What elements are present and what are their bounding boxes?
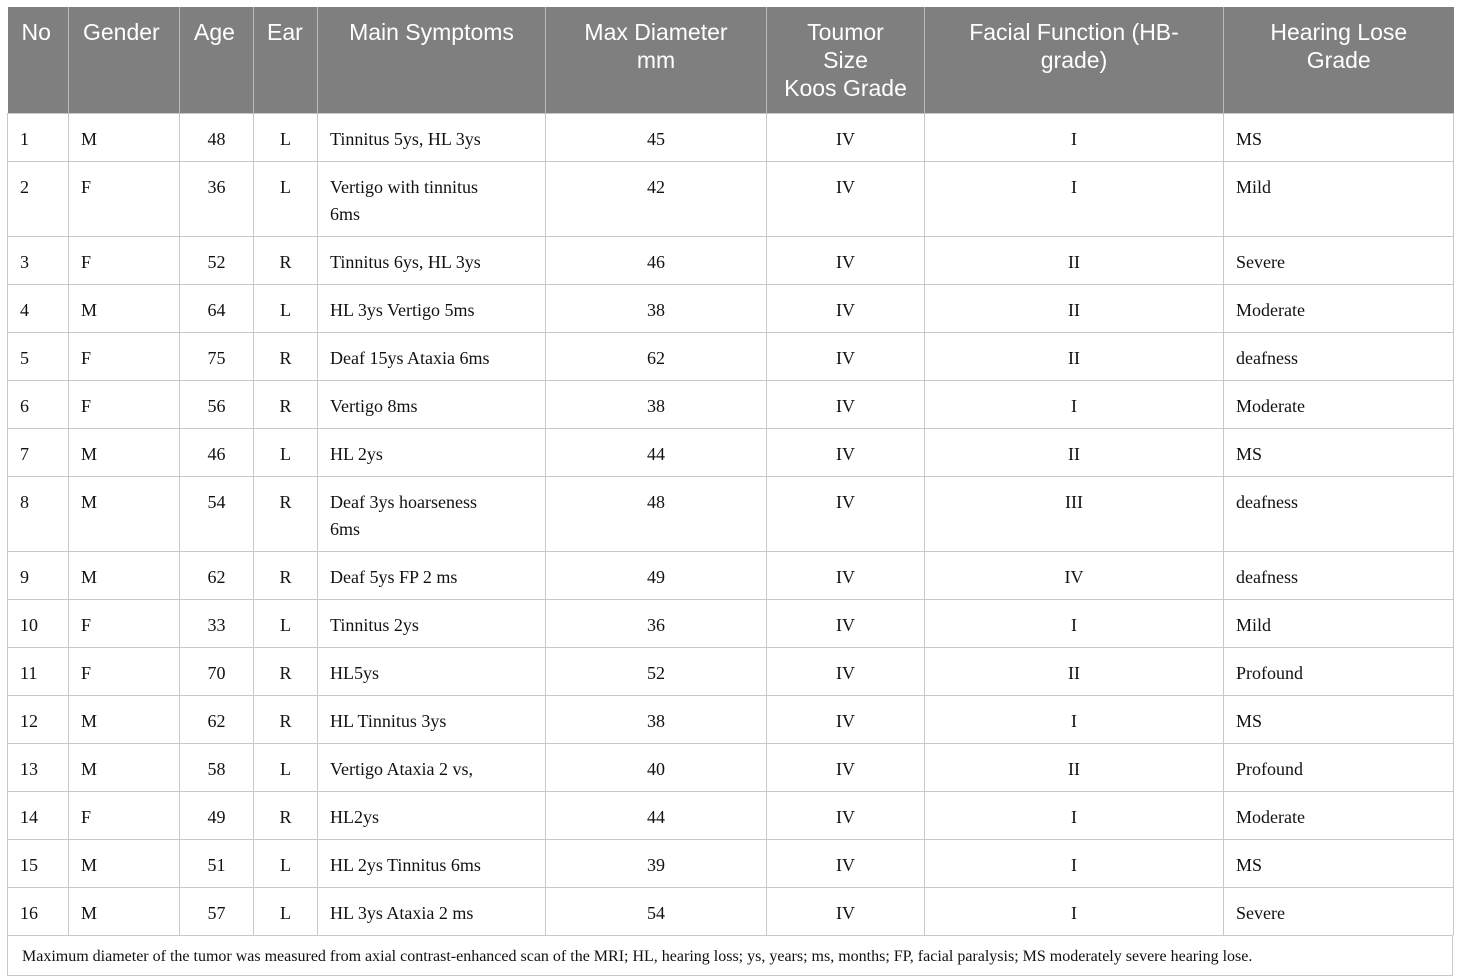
symptom-line: HL 3ys Ataxia 2 ms	[330, 903, 474, 923]
cell-age: 52	[180, 237, 254, 285]
cell-hb-grade: I	[925, 696, 1224, 744]
cell-hb-grade: I	[925, 840, 1224, 888]
cell-no: 7	[8, 429, 69, 477]
cell-hearing-grade: Moderate	[1224, 381, 1454, 429]
table-row	[8, 237, 1454, 285]
table-row	[8, 162, 1454, 237]
cell-no: 3	[8, 237, 69, 285]
cell-main-symptoms	[318, 840, 546, 888]
cell-main-symptoms	[318, 477, 546, 552]
cell-main-symptoms	[318, 285, 546, 333]
table-row	[8, 429, 1454, 477]
cell-no: 11	[8, 648, 69, 696]
cell-gender: M	[69, 477, 180, 552]
cell-hb-grade: II	[925, 333, 1224, 381]
header-hearing-lose: Hearing Lose Grade	[1224, 7, 1454, 114]
cell-hb-grade: I	[925, 792, 1224, 840]
header-facial-function: Facial Function (HB- grade)	[925, 7, 1224, 114]
cell-no: 8	[8, 477, 69, 552]
cell-hb-grade: I	[925, 114, 1224, 162]
cell-koos-grade: IV	[767, 600, 925, 648]
cell-hearing-grade: deafness	[1224, 477, 1454, 552]
symptom-line: Deaf 3ys hoarseness	[330, 492, 477, 512]
cell-no: 2	[8, 162, 69, 237]
cell-main-symptoms	[318, 114, 546, 162]
cell-hb-grade: III	[925, 477, 1224, 552]
table-row	[8, 840, 1454, 888]
symptom-line: Deaf 15ys Ataxia 6ms	[330, 348, 490, 368]
cell-hearing-grade: MS	[1224, 429, 1454, 477]
cell-no: 10	[8, 600, 69, 648]
cell-max-diameter: 44	[546, 792, 767, 840]
cell-hearing-grade: Moderate	[1224, 792, 1454, 840]
cell-hb-grade: I	[925, 381, 1224, 429]
cell-hb-grade: II	[925, 648, 1224, 696]
cell-hb-grade: II	[925, 744, 1224, 792]
table-row	[8, 600, 1454, 648]
header-no: No	[8, 7, 69, 114]
cell-gender: F	[69, 648, 180, 696]
cell-main-symptoms	[318, 744, 546, 792]
cell-gender: M	[69, 114, 180, 162]
cell-gender: M	[69, 285, 180, 333]
cell-age: 57	[180, 888, 254, 936]
cell-age: 54	[180, 477, 254, 552]
cell-max-diameter: 42	[546, 162, 767, 237]
cell-gender: M	[69, 888, 180, 936]
cell-hearing-grade: deafness	[1224, 333, 1454, 381]
cell-koos-grade: IV	[767, 477, 925, 552]
cell-ear: L	[254, 888, 318, 936]
cell-max-diameter: 38	[546, 285, 767, 333]
header-age: Age	[180, 7, 254, 114]
cell-ear: L	[254, 114, 318, 162]
cell-koos-grade: IV	[767, 162, 925, 237]
cell-gender: F	[69, 237, 180, 285]
cell-ear: R	[254, 648, 318, 696]
cell-koos-grade: IV	[767, 888, 925, 936]
cell-koos-grade: IV	[767, 840, 925, 888]
table-row	[8, 696, 1454, 744]
cell-age: 62	[180, 696, 254, 744]
cell-main-symptoms	[318, 600, 546, 648]
cell-main-symptoms	[318, 162, 546, 237]
table-row	[8, 648, 1454, 696]
cell-main-symptoms	[318, 552, 546, 600]
cell-hb-grade: I	[925, 162, 1224, 237]
cell-age: 70	[180, 648, 254, 696]
cell-max-diameter: 52	[546, 648, 767, 696]
table-row	[8, 792, 1454, 840]
cell-koos-grade: IV	[767, 381, 925, 429]
symptom-line: HL5ys	[330, 663, 379, 683]
cell-max-diameter: 36	[546, 600, 767, 648]
cell-max-diameter: 38	[546, 381, 767, 429]
cell-koos-grade: IV	[767, 429, 925, 477]
cell-age: 75	[180, 333, 254, 381]
cell-koos-grade: IV	[767, 696, 925, 744]
cell-max-diameter: 39	[546, 840, 767, 888]
cell-ear: L	[254, 600, 318, 648]
header-max-diameter: Max Diameter mm	[546, 7, 767, 114]
cell-hearing-grade: Mild	[1224, 600, 1454, 648]
cell-ear: L	[254, 744, 318, 792]
cell-no: 5	[8, 333, 69, 381]
cell-main-symptoms	[318, 381, 546, 429]
symptom-line: HL2ys	[330, 807, 379, 827]
cell-hb-grade: I	[925, 600, 1224, 648]
symptom-line: Tinnitus 6ys, HL 3ys	[330, 252, 481, 272]
table-row	[8, 888, 1454, 936]
cell-gender: M	[69, 840, 180, 888]
cell-hearing-grade: MS	[1224, 114, 1454, 162]
cell-hearing-grade: Profound	[1224, 648, 1454, 696]
cell-hearing-grade: Severe	[1224, 888, 1454, 936]
cell-ear: R	[254, 792, 318, 840]
cell-no: 6	[8, 381, 69, 429]
cell-hearing-grade: Profound	[1224, 744, 1454, 792]
cell-age: 36	[180, 162, 254, 237]
cell-gender: F	[69, 162, 180, 237]
cell-age: 62	[180, 552, 254, 600]
cell-hearing-grade: Moderate	[1224, 285, 1454, 333]
cell-ear: R	[254, 552, 318, 600]
cell-max-diameter: 54	[546, 888, 767, 936]
cell-age: 48	[180, 114, 254, 162]
cell-age: 56	[180, 381, 254, 429]
cell-no: 14	[8, 792, 69, 840]
cell-hb-grade: II	[925, 285, 1224, 333]
cell-age: 58	[180, 744, 254, 792]
symptom-line: HL 2ys Tinnitus 6ms	[330, 855, 481, 875]
symptom-line: Vertigo 8ms	[330, 396, 418, 416]
table-row	[8, 381, 1454, 429]
cell-hearing-grade: MS	[1224, 840, 1454, 888]
table-row	[8, 285, 1454, 333]
table-row	[8, 552, 1454, 600]
table-row	[8, 477, 1454, 552]
cell-main-symptoms	[318, 333, 546, 381]
header-gender: Gender	[69, 7, 180, 114]
header-row	[8, 7, 1454, 114]
cell-hb-grade: I	[925, 888, 1224, 936]
cell-max-diameter: 46	[546, 237, 767, 285]
header-tumor-size: Toumor Size Koos Grade	[767, 7, 925, 114]
cell-ear: L	[254, 429, 318, 477]
cell-ear: L	[254, 840, 318, 888]
cell-no: 9	[8, 552, 69, 600]
cell-main-symptoms	[318, 696, 546, 744]
symptom-line: Tinnitus 2ys	[330, 615, 419, 635]
cell-gender: M	[69, 552, 180, 600]
cell-no: 12	[8, 696, 69, 744]
cell-ear: R	[254, 333, 318, 381]
cell-ear: L	[254, 285, 318, 333]
cell-no: 15	[8, 840, 69, 888]
symptom-line: Vertigo Ataxia 2 vs,	[330, 759, 473, 779]
symptom-line: Vertigo with tinnitus	[330, 177, 478, 197]
table-row	[8, 114, 1454, 162]
symptom-line: 6ms	[330, 519, 361, 539]
cell-gender: F	[69, 381, 180, 429]
cell-ear: L	[254, 162, 318, 237]
cell-hearing-grade: Mild	[1224, 162, 1454, 237]
table-body	[8, 114, 1454, 936]
patient-table	[7, 7, 1454, 935]
cell-hb-grade: II	[925, 237, 1224, 285]
cell-gender: F	[69, 792, 180, 840]
cell-gender: F	[69, 600, 180, 648]
cell-koos-grade: IV	[767, 744, 925, 792]
cell-koos-grade: IV	[767, 792, 925, 840]
symptom-line: HL Tinnitus 3ys	[330, 711, 447, 731]
cell-no: 1	[8, 114, 69, 162]
cell-no: 16	[8, 888, 69, 936]
cell-ear: R	[254, 381, 318, 429]
cell-main-symptoms	[318, 237, 546, 285]
cell-hearing-grade: deafness	[1224, 552, 1454, 600]
cell-age: 49	[180, 792, 254, 840]
table-row	[8, 333, 1454, 381]
cell-koos-grade: IV	[767, 285, 925, 333]
cell-koos-grade: IV	[767, 648, 925, 696]
cell-max-diameter: 45	[546, 114, 767, 162]
cell-age: 51	[180, 840, 254, 888]
cell-max-diameter: 40	[546, 744, 767, 792]
cell-koos-grade: IV	[767, 114, 925, 162]
header-ear: Ear	[254, 7, 318, 114]
header-main-symptoms: Main Symptoms	[318, 7, 546, 114]
cell-max-diameter: 49	[546, 552, 767, 600]
table-container	[7, 7, 1453, 976]
cell-gender: M	[69, 429, 180, 477]
cell-main-symptoms	[318, 792, 546, 840]
table-footnote: Maximum diameter of the tumor was measured from axial contrast-enhanced scan of the MRI; HL, hearing loss; ys, years; ms, months; FP, facial paralysis; MS moderately severe hearing lose.	[7, 935, 1453, 976]
cell-koos-grade: IV	[767, 237, 925, 285]
symptom-line: Tinnitus 5ys, HL 3ys	[330, 129, 481, 149]
cell-no: 13	[8, 744, 69, 792]
symptom-line: HL 3ys Vertigo 5ms	[330, 300, 475, 320]
cell-hb-grade: II	[925, 429, 1224, 477]
cell-koos-grade: IV	[767, 333, 925, 381]
cell-gender: M	[69, 744, 180, 792]
cell-max-diameter: 62	[546, 333, 767, 381]
cell-age: 33	[180, 600, 254, 648]
cell-ear: R	[254, 696, 318, 744]
cell-main-symptoms	[318, 648, 546, 696]
cell-hearing-grade: MS	[1224, 696, 1454, 744]
symptom-line: Deaf 5ys FP 2 ms	[330, 567, 458, 587]
cell-main-symptoms	[318, 888, 546, 936]
cell-main-symptoms	[318, 429, 546, 477]
cell-max-diameter: 38	[546, 696, 767, 744]
cell-gender: M	[69, 696, 180, 744]
cell-hearing-grade: Severe	[1224, 237, 1454, 285]
cell-ear: R	[254, 477, 318, 552]
cell-ear: R	[254, 237, 318, 285]
cell-no: 4	[8, 285, 69, 333]
cell-koos-grade: IV	[767, 552, 925, 600]
cell-max-diameter: 44	[546, 429, 767, 477]
cell-age: 64	[180, 285, 254, 333]
cell-gender: F	[69, 333, 180, 381]
symptom-line: 6ms	[330, 204, 361, 224]
symptom-line: HL 2ys	[330, 444, 383, 464]
cell-hb-grade: IV	[925, 552, 1224, 600]
cell-age: 46	[180, 429, 254, 477]
table-row	[8, 744, 1454, 792]
cell-max-diameter: 48	[546, 477, 767, 552]
